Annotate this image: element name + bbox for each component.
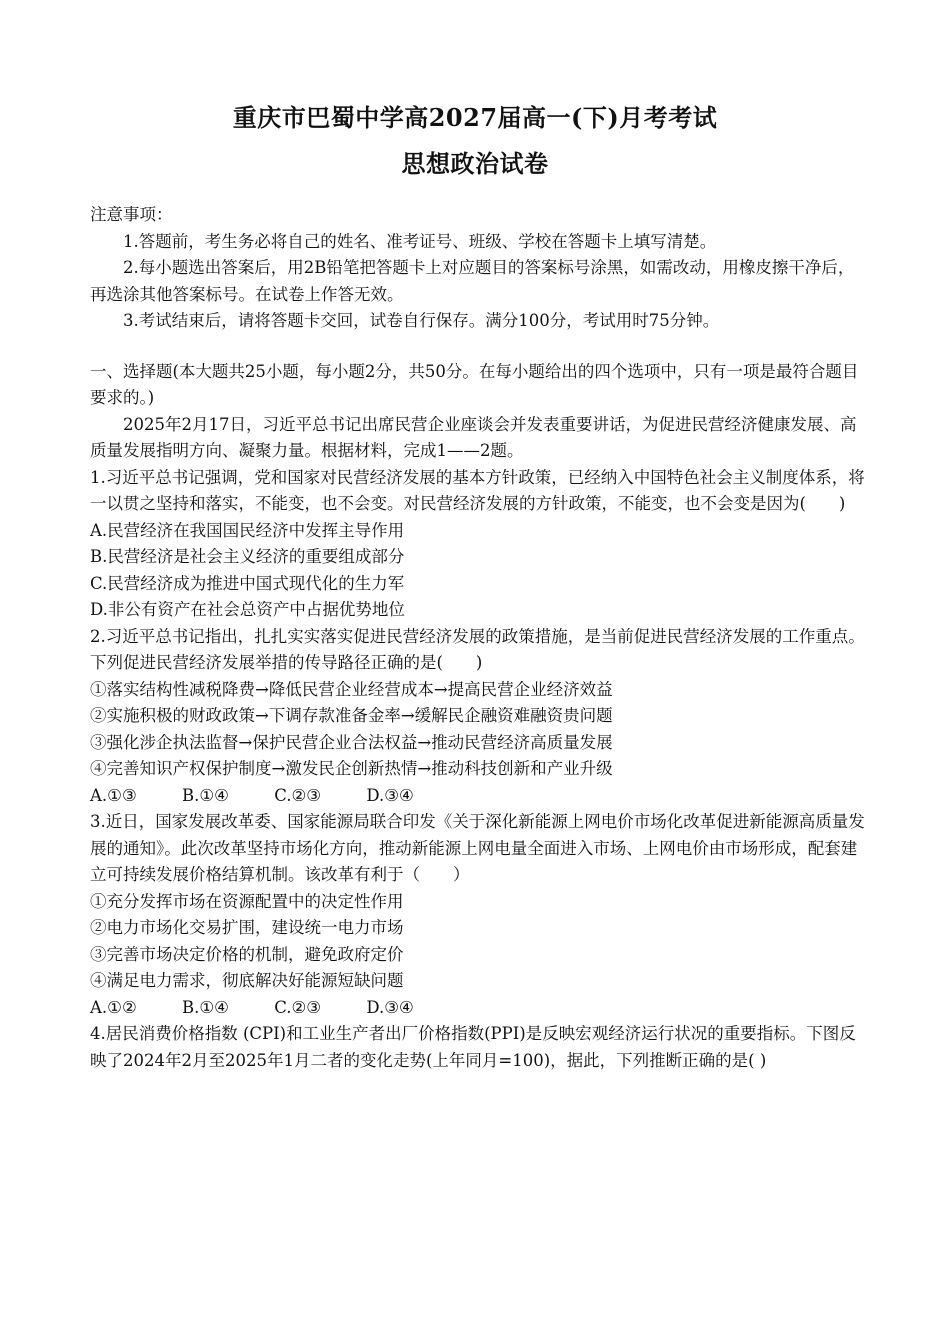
- question-2-option-a: A.①③: [90, 785, 137, 805]
- question-2-item-4: ④完善知识产权保护制度→激发民企创新热情→推动科技创新和产业升级: [90, 759, 613, 778]
- notice-heading: 注意事项：: [90, 205, 173, 224]
- exam-content: [90, 202, 870, 1074]
- question-1-option-b: B.民营经济是社会主义经济的重要组成部分: [90, 547, 405, 566]
- question-2-stem: 2.习近平总书记指出，扎扎实实落实促进民营经济发展的政策措施，是当前促进民营经济发展的工作重点。下列促进民营经济发展举措的传导路径正确的是( ): [90, 626, 865, 672]
- question-2-option-b: B.①④: [182, 785, 229, 805]
- question-3-option-a: A.①②: [90, 997, 137, 1017]
- question-3-option-b: B.①④: [182, 997, 229, 1017]
- question-2-option-d: D.③④: [366, 785, 414, 805]
- question-2-item-3: ③强化涉企执法监督→保护民营企业合法权益→推动民营经济高质量发展: [90, 732, 613, 752]
- question-3-item-2: ②电力市场化交易扩围，建设统一电力市场: [90, 918, 404, 937]
- question-3-options: [90, 995, 870, 1022]
- question-2-options: [90, 783, 870, 810]
- question-3-item-4: ④满足电力需求，彻底解决好能源短缺问题: [90, 971, 404, 990]
- question-2-option-c: C.②③: [274, 785, 322, 805]
- question-3-item-1: ①充分发挥市场在资源配置中的决定性作用: [90, 891, 404, 911]
- notice-item-1: 1.答题前，考生务必将自己的姓名、准考证号、班级、学校在答题卡上填写清楚。: [123, 231, 717, 251]
- question-3-item-3: ③完善市场决定价格的机制，避免政府定价: [90, 944, 404, 964]
- material-text: 2025年2月17日，习近平总书记出席民营企业座谈会并发表重要讲话，为促进民营经济健康发展、高质量发展指明方向、凝聚力量。根据材料，完成1——2题。: [90, 414, 857, 460]
- exam-title: 重庆市巴蜀中学高2027届高一(下)月考考试: [232, 103, 718, 132]
- question-3-option-c: C.②③: [274, 997, 322, 1017]
- question-1-stem: 1.习近平总书记强调，党和国家对民营经济发展的基本方针政策，已经纳入中国特色社会主义制度体系，将一以贯之坚持和落实，不能变，也不会变。对民营经济发展的方针政策，不能变，也不会变是因为( ): [90, 467, 865, 513]
- question-1-option-d: D.非公有资产在社会总资产中占据优势地位: [90, 600, 405, 619]
- question-2-item-2: ②实施积极的财政政策→下调存款准备金率→缓解民企融资难融资贵问题: [90, 706, 613, 725]
- question-4-stem: 4.居民消费价格指数 (CPI)和工业生产者出厂价格指数(PPI)是反映宏观经济运行状况的重要指标。下图反映了2024年2月至2025年1月二者的变化走势(上年同月=100)，据此，下列推断正确的是( ): [90, 1024, 856, 1070]
- question-3-stem: 3.近日，国家发展改革委、国家能源局联合印发《关于深化新能源上网电价市场化改革促进新能源高质量发展的通知》。此次改革坚持市场化方向，推动新能源上网电量全面进入市场、上网电价由市场形成，配套建立可持续发展价格结算机制。该改革有利于（ ）: [90, 812, 865, 884]
- question-3-option-d: D.③④: [366, 997, 414, 1017]
- notice-item-2: 2.每小题选出答案后，用2B铅笔把答题卡上对应题目的答案标号涂黑，如需改动，用橡皮擦干净后，再选涂其他答案标号。在试卷上作答无效。: [90, 258, 855, 304]
- question-1-option-a: A.民营经济在我国国民经济中发挥主导作用: [90, 520, 405, 540]
- question-2-item-1: ①落实结构性减税降费→降低民营企业经营成本→提高民营企业经济效益: [90, 679, 613, 699]
- question-1-option-c: C.民营经济成为推进中国式现代化的生力军: [90, 573, 405, 593]
- exam-subtitle: 思想政治试卷: [401, 149, 549, 178]
- section-heading: 一、选择题(本大题共25小题，每小题2分，共50分。在每小题给出的四个选项中，只有一项是最符合题目要求的。): [90, 361, 859, 407]
- notice-item-3: 3.考试结束后，请将答题卡交回，试卷自行保存。满分100分，考试用时75分钟。: [123, 311, 720, 330]
